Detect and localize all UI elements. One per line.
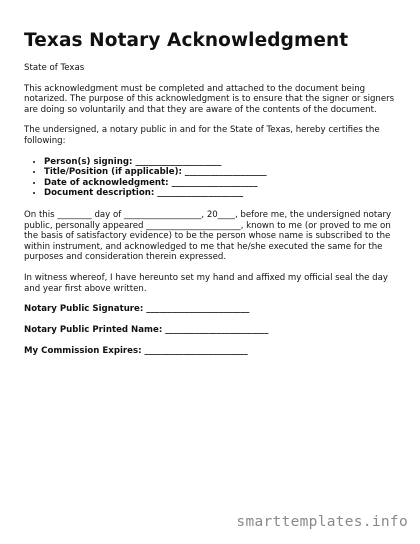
witness-paragraph: In witness whereof, I have hereunto set my hand and affixed my official seal the day and year first above written. [24, 272, 388, 294]
document-title: Texas Notary Acknowledgment [24, 30, 349, 51]
notary-printed-name-line: Notary Public Printed Name: ________________________ [24, 325, 269, 336]
field-persons-signing: • Person(s) signing: ____________________ [44, 157, 396, 168]
field-list [24, 157, 396, 199]
field-date-acknowledgment: • Date of acknowledgment: ____________________ [44, 178, 396, 189]
footer-watermark: smarttemplates.info [236, 514, 408, 530]
certifies-paragraph: The undersigned, a notary public in and for the State of Texas, hereby certifies the following: [24, 125, 380, 146]
field-title-position: • Title/Position (if applicable): ___________________ [44, 167, 396, 178]
state-line: State of Texas [24, 63, 85, 73]
notary-signature-line: Notary Public Signature: ________________________ [24, 304, 250, 315]
field-document-description: • Document description: ____________________ [44, 188, 396, 199]
acknowledgment-paragraph: On this ________ day of __________________, 20____, before me, the undersigned notary public, personally appeared ______________________, known to me (or proved to me on the basis of satisfactory evidence) to be the person whose name is subscribed to the within instrument, and acknowledged to me that he/she executed the same for the purposes and consideration therein expressed. [24, 209, 392, 263]
document-page [24, 30, 396, 367]
intro-paragraph: This acknowledgment must be completed and attached to the document being notarized. The purpose of this acknowledgment is to ensure that the signer or signers are doing so voluntarily and that they are aware of the contents of the document. [24, 83, 395, 115]
commission-expires-line: My Commission Expires: ________________________ [24, 346, 248, 357]
